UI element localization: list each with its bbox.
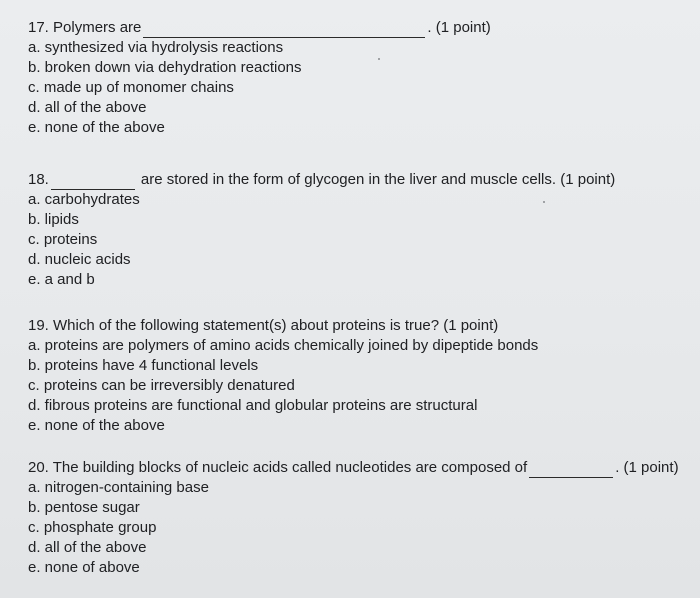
question-17-stem (28, 18, 491, 38)
option-c: c. made up of monomer chains (28, 79, 234, 96)
question-18-text: are stored in the form of glycogen in the liver and muscle cells. (1 point) (140, 171, 616, 188)
option-e: e. none of above (28, 559, 140, 576)
question-20 (28, 458, 679, 578)
option-d: d. nucleic acids (28, 251, 131, 268)
option-a: a. synthesized via hydrolysis reactions (28, 39, 284, 56)
question-17-text: 17. Polymers are (28, 19, 142, 36)
option-e: e. a and b (28, 271, 95, 288)
option-c: c. proteins (28, 231, 98, 248)
option-a: a. proteins are polymers of amino acids chemically joined by dipeptide bonds (28, 337, 539, 354)
option-c: c. phosphate group (28, 519, 157, 536)
option-b: b. pentose sugar (28, 499, 140, 516)
option-b: b. lipids (28, 211, 79, 228)
answer-blank (143, 23, 425, 38)
paper-speck (543, 201, 545, 203)
question-20-text: 20. The building blocks of nucleic acids called nucleotides are composed of (28, 459, 528, 476)
question-20-stem (28, 458, 679, 478)
option-d: d. all of the above (28, 99, 147, 116)
option-e: e. none of the above (28, 119, 165, 136)
option-c: c. proteins can be irreversibly denatured (28, 377, 295, 394)
option-d: d. all of the above (28, 539, 147, 556)
question-19 (28, 316, 538, 436)
option-b: b. broken down via dehydration reactions (28, 59, 302, 76)
point-value: . (1 point) (615, 459, 679, 476)
question-17 (28, 18, 491, 138)
option-a: a. carbohydrates (28, 191, 140, 208)
option-a: a. nitrogen-containing base (28, 479, 209, 496)
question-18-number: 18. (28, 171, 49, 188)
paper-speck (378, 58, 380, 60)
option-b: b. proteins have 4 functional levels (28, 357, 259, 374)
point-value: . (1 point) (427, 19, 491, 36)
answer-blank (529, 463, 613, 478)
question-19-stem (28, 316, 538, 336)
option-d: d. fibrous proteins are functional and globular proteins are structural (28, 397, 478, 414)
answer-blank (51, 175, 135, 190)
question-18 (28, 170, 615, 290)
option-e: e. none of the above (28, 417, 165, 434)
question-19-text: 19. Which of the following statement(s) about proteins is true? (1 point) (28, 317, 499, 334)
question-18-stem (28, 170, 615, 190)
